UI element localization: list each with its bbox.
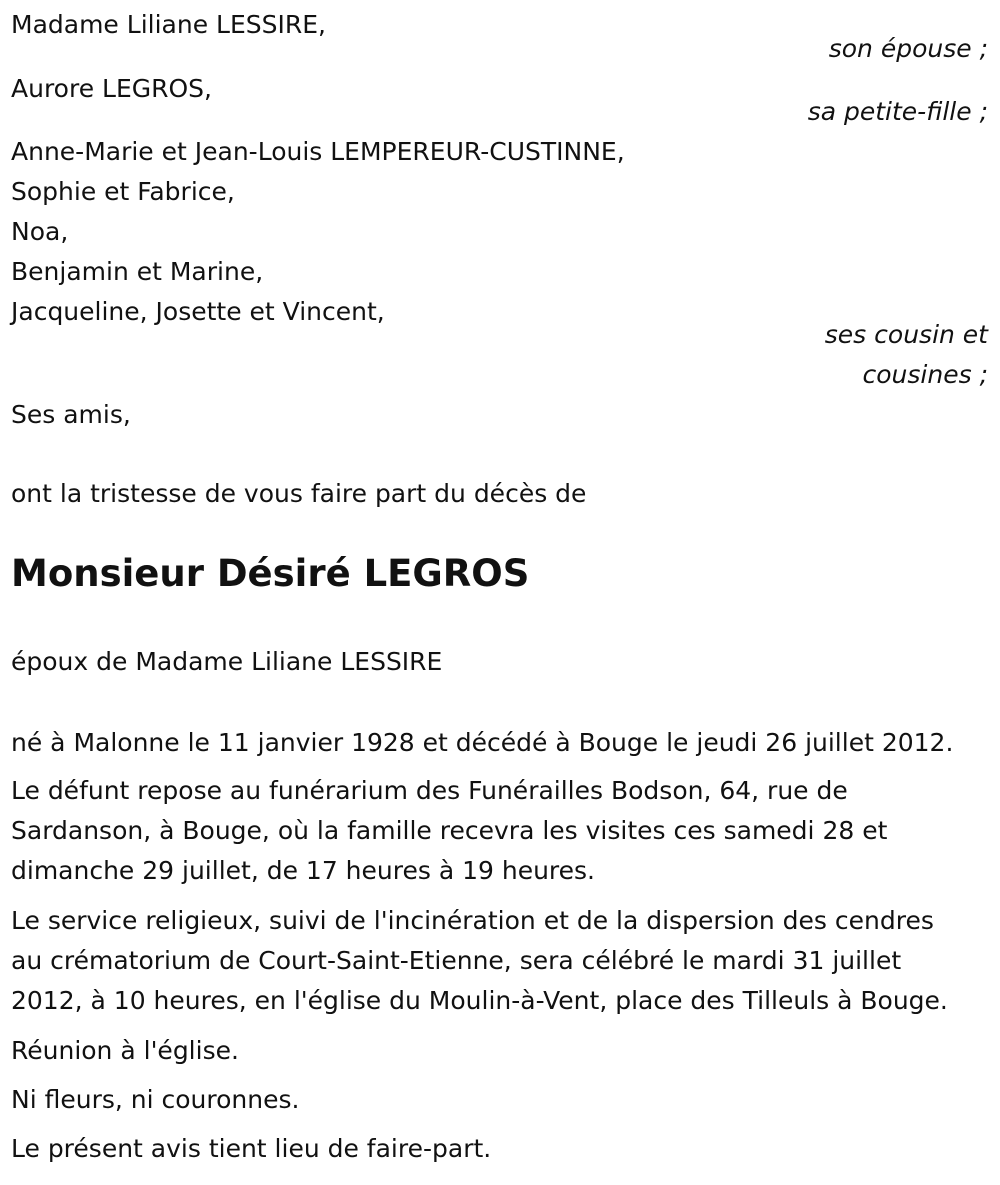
meeting-note: Réunion à l'église. xyxy=(11,1036,239,1065)
granddaughter-role: sa petite-fille ; xyxy=(807,97,988,126)
cousin-line: Sophie et Fabrice, xyxy=(11,177,235,206)
cousins-role-line1: ses cousin et xyxy=(824,320,988,349)
spouse-of: époux de Madame Liliane LESSIRE xyxy=(11,647,443,676)
deceased-name: Monsieur Désiré LEGROS xyxy=(11,552,530,595)
funerarium-line: dimanche 29 juillet, de 17 heures à 19 heures. xyxy=(11,856,595,885)
cousin-line: Jacqueline, Josette et Vincent, xyxy=(11,297,385,326)
service-line: Le service religieux, suivi de l'incinération et de la dispersion des cendres xyxy=(11,906,934,935)
cousin-line: Benjamin et Marine, xyxy=(11,257,264,286)
cousin-line: Anne-Marie et Jean-Louis LEMPEREUR-CUSTINNE, xyxy=(11,137,625,166)
service-line: au crématorium de Court-Saint-Etienne, sera célébré le mardi 31 juillet xyxy=(11,946,902,975)
funerarium-line: Le défunt repose au funérarium des Funérailles Bodson, 64, rue de xyxy=(11,776,848,805)
flowers-note: Ni fleurs, ni couronnes. xyxy=(11,1085,300,1114)
friends: Ses amis, xyxy=(11,400,131,429)
spouse-role: son épouse ; xyxy=(828,34,988,63)
granddaughter-name: Aurore LEGROS, xyxy=(11,74,212,103)
announcement: ont la tristesse de vous faire part du décès de xyxy=(11,479,587,508)
funerarium-line: Sardanson, à Bouge, où la famille recevra les visites ces samedi 28 et xyxy=(11,816,888,845)
cousin-line: Noa, xyxy=(11,217,69,246)
service-line: 2012, à 10 heures, en l'église du Moulin-à-Vent, place des Tilleuls à Bouge. xyxy=(11,986,948,1015)
notice-note: Le présent avis tient lieu de faire-part. xyxy=(11,1134,492,1163)
cousins-role-line2: cousines ; xyxy=(862,360,988,389)
birth-death: né à Malonne le 11 janvier 1928 et décédé à Bouge le jeudi 26 juillet 2012. xyxy=(11,728,954,757)
spouse-name: Madame Liliane LESSIRE, xyxy=(11,10,326,39)
